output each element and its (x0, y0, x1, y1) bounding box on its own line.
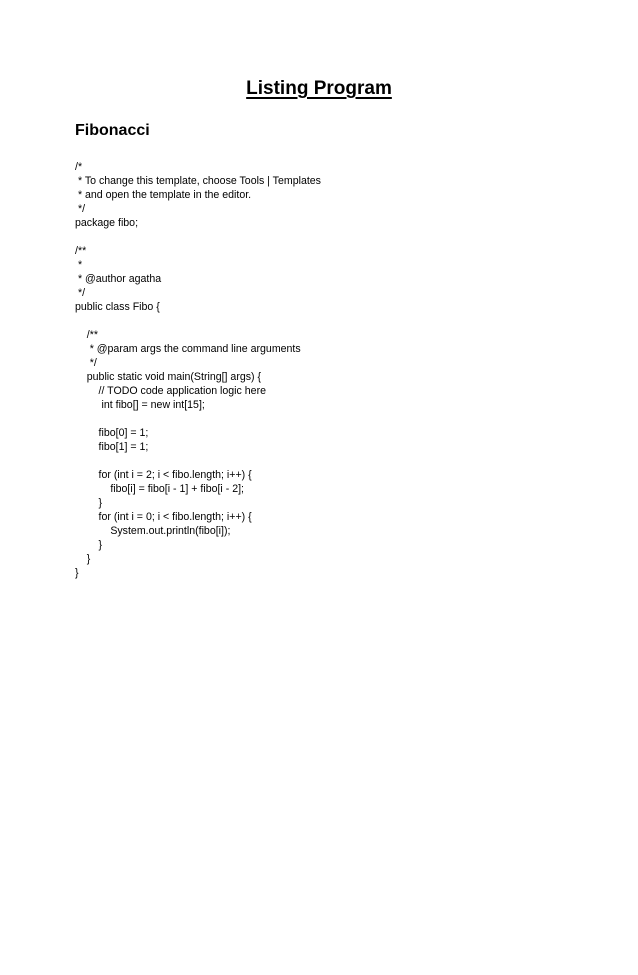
code-line: // TODO code application logic here (75, 385, 266, 397)
code-line: * and open the template in the editor. (75, 189, 252, 201)
page-title-text: Listing Program (246, 78, 392, 99)
code-line: * (75, 259, 83, 271)
code-line: */ (75, 287, 86, 299)
code-line: } (75, 497, 103, 509)
code-line: * To change this template, choose Tools | Templates (75, 175, 321, 187)
code-line: /** (75, 329, 98, 341)
code-listing (75, 160, 595, 580)
code-line: /* (75, 161, 83, 173)
code-line: System.out.println(fibo[i]); (75, 525, 231, 537)
code-line: */ (75, 203, 86, 215)
code-line: * @param args the command line arguments (75, 343, 301, 355)
section-heading: Fibonacci (75, 122, 150, 139)
code-line (75, 412, 595, 426)
code-line: for (int i = 0; i < fibo.length; i++) { (75, 511, 252, 523)
code-line (75, 230, 595, 244)
code-line: package fibo; (75, 217, 139, 229)
code-line (75, 314, 595, 328)
code-line: } (75, 553, 91, 565)
code-line: public static void main(String[] args) { (75, 371, 262, 383)
code-line: fibo[0] = 1; (75, 427, 149, 439)
code-line: fibo[1] = 1; (75, 441, 149, 453)
code-line (75, 454, 595, 468)
code-line: } (75, 567, 79, 579)
code-line: public class Fibo { (75, 301, 160, 313)
code-line: */ (75, 357, 97, 369)
code-line: int fibo[] = new int[15]; (75, 399, 205, 411)
page-title (0, 76, 638, 102)
code-line: for (int i = 2; i < fibo.length; i++) { (75, 469, 252, 481)
code-line: /** (75, 245, 87, 257)
code-line: * @author agatha (75, 273, 162, 285)
code-line: fibo[i] = fibo[i - 1] + fibo[i - 2]; (75, 483, 244, 495)
code-line: } (75, 539, 103, 551)
